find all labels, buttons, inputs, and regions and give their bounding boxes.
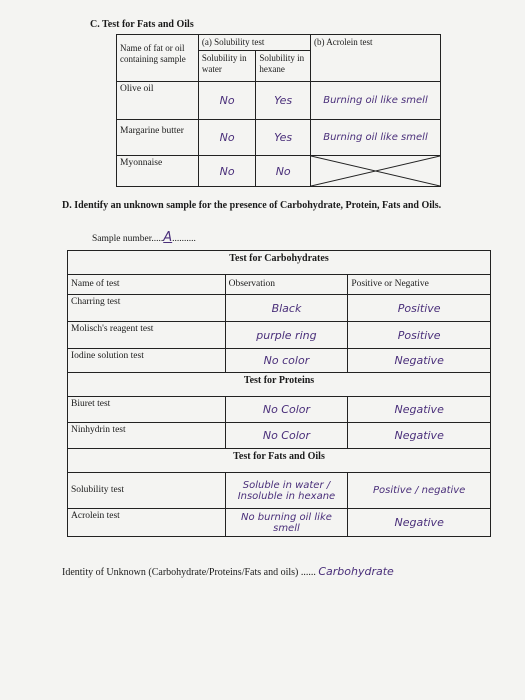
cross-out-mark bbox=[311, 156, 440, 186]
water-cell: No bbox=[198, 120, 255, 156]
table-row bbox=[117, 82, 441, 120]
fats-oils-table bbox=[116, 34, 441, 187]
col-header-result: Positive or Negative bbox=[348, 275, 491, 295]
col-header-test-name: Name of test bbox=[68, 275, 226, 295]
sample-number-label: Sample number..... bbox=[92, 234, 164, 244]
table-row bbox=[68, 423, 491, 449]
sample-name-cell: Myonnaise bbox=[117, 156, 199, 187]
acrolein-cell: Burning oil like smell bbox=[310, 82, 440, 120]
observation-cell: No Color bbox=[225, 423, 348, 449]
observation-cell: purple ring bbox=[225, 322, 348, 349]
sample-name-cell: Olive oil bbox=[117, 82, 199, 120]
sample-name-cell: Margarine butter bbox=[117, 120, 199, 156]
result-cell: Positive bbox=[348, 322, 491, 349]
observation-cell: Soluble in water / Insoluble in hexane bbox=[225, 473, 348, 509]
section-d-heading: D. Identify an unknown sample for the presence of Carbohydrate, Protein, Fats and Oils. bbox=[62, 200, 442, 211]
identity-line bbox=[62, 566, 394, 578]
table-row bbox=[68, 473, 491, 509]
water-cell: No bbox=[198, 156, 255, 187]
water-cell: No bbox=[198, 82, 255, 120]
observation-cell: Black bbox=[225, 295, 348, 322]
test-name-cell: Solubility test bbox=[68, 473, 226, 509]
col-header-sample-name: Name of fat or oil containing sample bbox=[117, 35, 199, 82]
result-cell: Negative bbox=[348, 423, 491, 449]
result-cell: Negative bbox=[348, 509, 491, 537]
col-header-solubility: (a) Solubility test bbox=[198, 35, 310, 51]
hexane-cell: Yes bbox=[256, 82, 311, 120]
test-name-cell: Iodine solution test bbox=[68, 349, 226, 373]
hexane-cell: No bbox=[256, 156, 311, 187]
table-row bbox=[68, 295, 491, 322]
test-name-cell: Ninhydrin test bbox=[68, 423, 226, 449]
identity-value: Carbohydrate bbox=[318, 565, 394, 578]
protein-title: Test for Proteins bbox=[68, 373, 491, 397]
acrolein-cell-crossed bbox=[310, 156, 440, 187]
carb-title: Test for Carbohydrates bbox=[68, 251, 491, 275]
test-name-cell: Biuret test bbox=[68, 397, 226, 423]
acrolein-cell: Burning oil like smell bbox=[310, 120, 440, 156]
test-name-cell: Acrolein test bbox=[68, 509, 226, 537]
result-cell: Negative bbox=[348, 397, 491, 423]
result-cell: Positive bbox=[348, 295, 491, 322]
unknown-sample-table bbox=[67, 250, 491, 537]
col-header-water: Solubility in water bbox=[198, 51, 255, 82]
result-cell: Positive / negative bbox=[348, 473, 491, 509]
table-row bbox=[68, 509, 491, 537]
table-row bbox=[117, 120, 441, 156]
hexane-cell: Yes bbox=[256, 120, 311, 156]
result-cell: Negative bbox=[348, 349, 491, 373]
section-c-heading: C. Test for Fats and Oils bbox=[90, 19, 194, 30]
col-header-hexane: Solubility in hexane bbox=[256, 51, 311, 82]
test-name-cell: Molisch's reagent test bbox=[68, 322, 226, 349]
identity-label: Identity of Unknown (Carbohydrate/Proteins/Fats and oils) ...... bbox=[62, 567, 316, 578]
table-row bbox=[117, 156, 441, 187]
col-header-acrolein: (b) Acrolein test bbox=[310, 35, 440, 82]
table-row bbox=[68, 322, 491, 349]
sample-number-value: A bbox=[163, 230, 173, 245]
observation-cell: No burning oil like smell bbox=[225, 509, 348, 537]
test-name-cell: Charring test bbox=[68, 295, 226, 322]
sample-number-dots: .......... bbox=[172, 234, 196, 244]
table-row bbox=[68, 397, 491, 423]
table-row bbox=[68, 349, 491, 373]
observation-cell: No Color bbox=[225, 397, 348, 423]
sample-number-line bbox=[92, 232, 196, 245]
col-header-observation: Observation bbox=[225, 275, 348, 295]
fat-title: Test for Fats and Oils bbox=[68, 449, 491, 473]
observation-cell: No color bbox=[225, 349, 348, 373]
